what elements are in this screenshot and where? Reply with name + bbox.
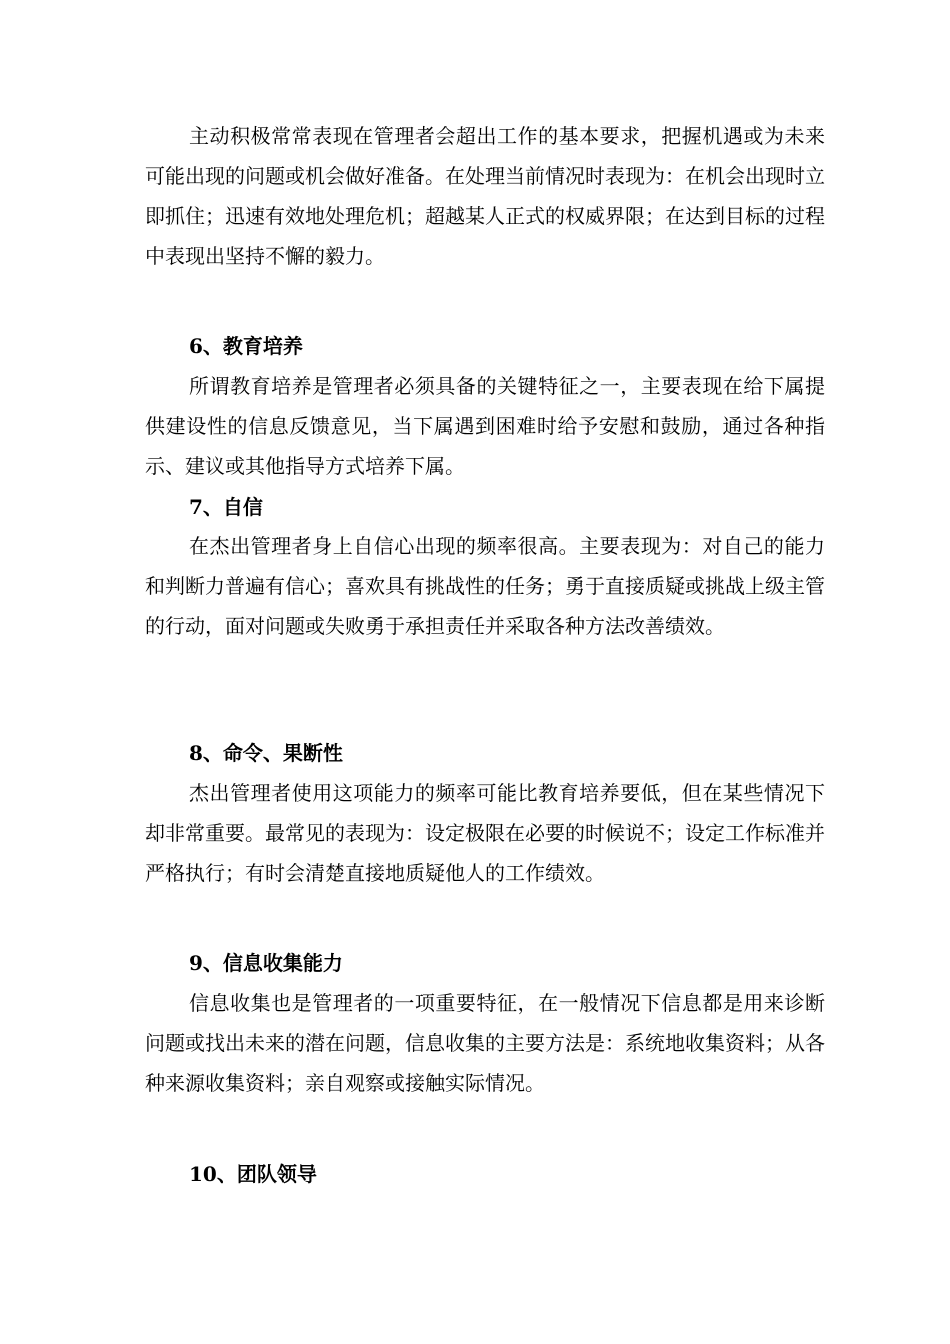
section-heading-10: 10、团队领导 [189,1162,317,1186]
section-body-7: 在杰出管理者身上自信心出现的频率很高。主要表现为：对自己的能力和判断力普遍有信心；喜欢具有挑战性的任务；勇于直接质疑或挑战上级主管的行动，面对问题或失败勇于承担责任并采取各种方法改善绩效。 [145,534,825,638]
intro-paragraph: 主动积极常常表现在管理者会超出工作的基本要求，把握机遇或为未来可能出现的问题或机会做好准备。在处理当前情况时表现为：在机会出现时立即抓住；迅速有效地处理危机；超越某人正式的权威界限；在达到目标的过程中表现出坚持不懈的毅力。 [145,124,825,268]
section-body-9: 信息收集也是管理者的一项重要特征，在一般情况下信息都是用来诊断问题或找出未来的潜在问题，信息收集的主要方法是：系统地收集资料；从各种来源收集资料；亲自观察或接触实际情况。 [145,991,825,1095]
section-body-6: 所谓教育培养是管理者必须具备的关键特征之一，主要表现在给下属提供建设性的信息反馈意见，当下属遇到困难时给予安慰和鼓励，通过各种指示、建议或其他指导方式培养下属。 [145,374,825,478]
section-heading-7: 7、自信 [189,495,263,519]
section-heading-6: 6、教育培养 [189,334,303,358]
section-body-8: 杰出管理者使用这项能力的频率可能比教育培养要低，但在某些情况下却非常重要。最常见的表现为：设定极限在必要的时候说不；设定工作标准并严格执行；有时会清楚直接地质疑他人的工作绩效。 [145,781,825,885]
section-heading-8: 8、命令、果断性 [189,741,343,765]
section-heading-9: 9、信息收集能力 [189,951,343,975]
